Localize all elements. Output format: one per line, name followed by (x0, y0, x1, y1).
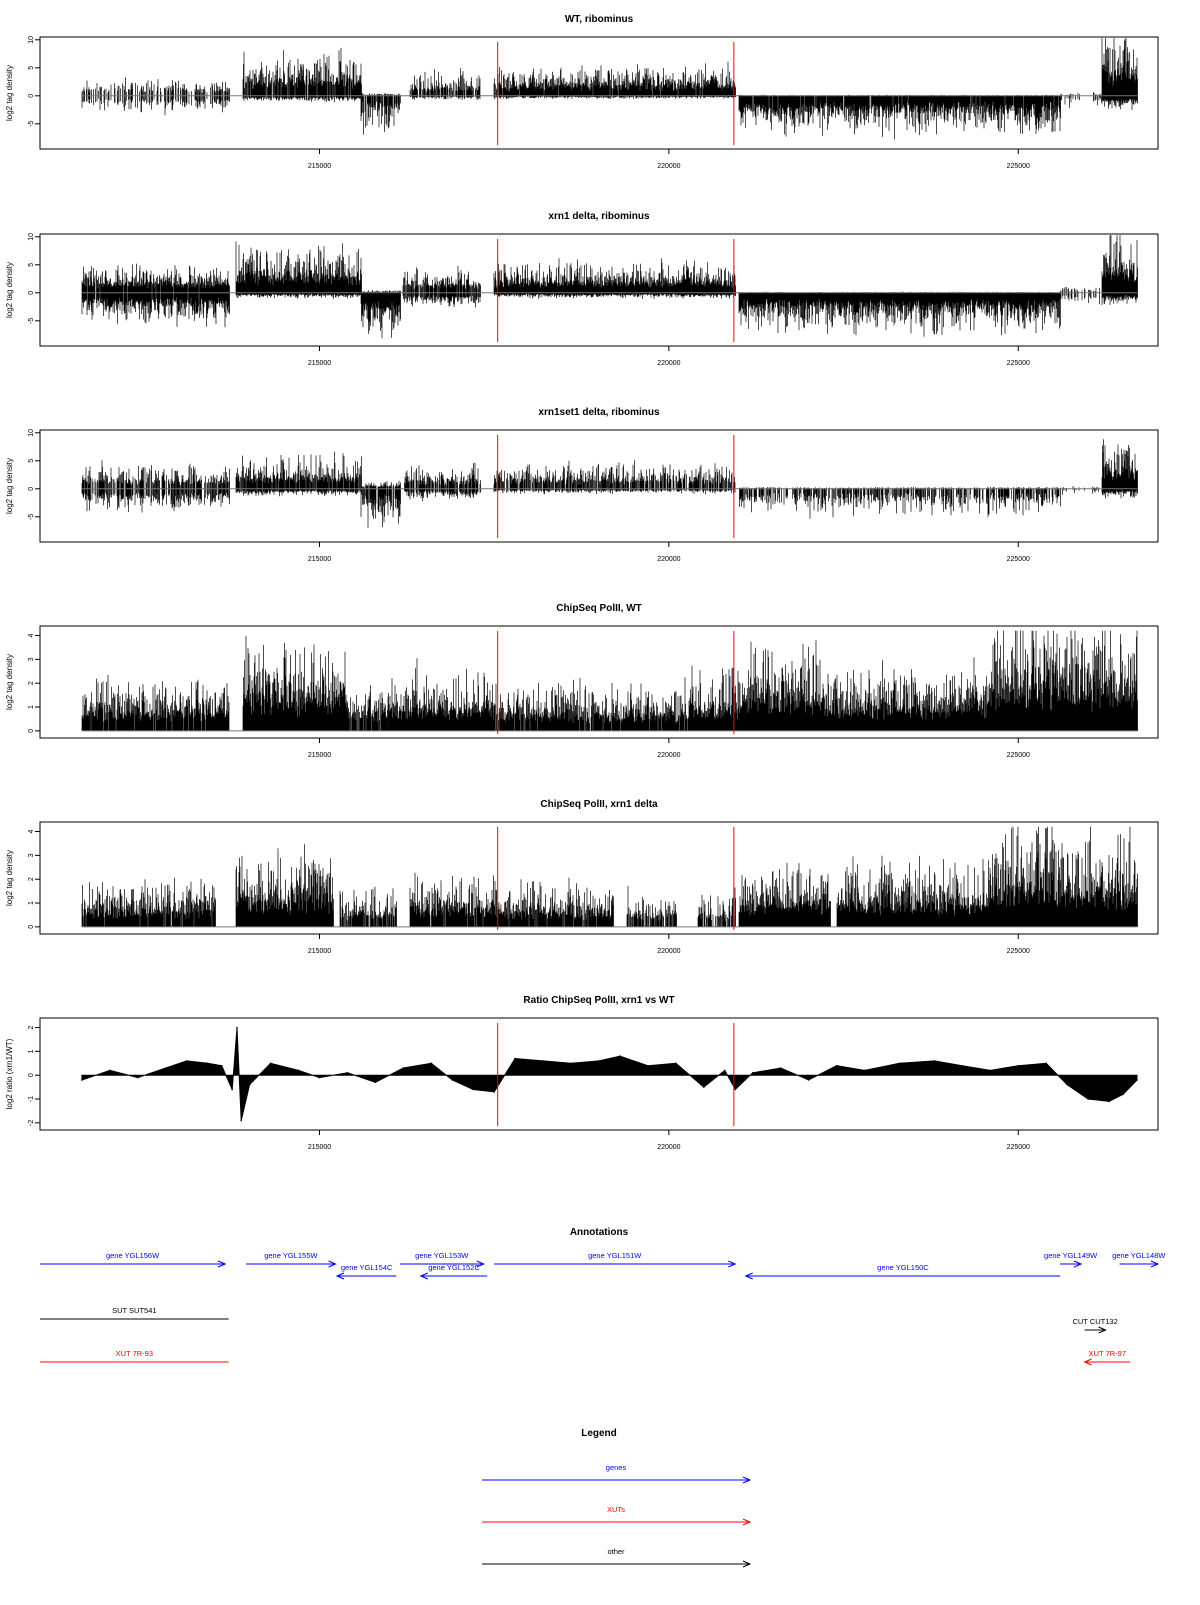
ratio-point (542, 1060, 544, 1062)
ratio-point (808, 1079, 810, 1081)
ratio-point (249, 1084, 251, 1086)
signal-bars (1102, 439, 1138, 498)
ratio-point (109, 1070, 111, 1072)
ratio-point (570, 1063, 572, 1065)
signal-bars (494, 62, 736, 99)
signal-bars (243, 636, 348, 731)
signal-bars (361, 481, 401, 528)
ratio-point (752, 1072, 754, 1074)
chart-panel (5, 995, 1158, 1151)
signal-bars (403, 266, 481, 308)
signal-segment (236, 241, 362, 298)
signal-bars (236, 452, 362, 497)
x-tick-label: 215000 (307, 556, 332, 563)
ratio-point (81, 1079, 83, 1081)
signal-segment (494, 62, 736, 99)
signal-segment (990, 827, 1054, 927)
signal-bars (990, 827, 1054, 927)
signal-bars (739, 95, 1061, 140)
signal-bars (1061, 92, 1102, 108)
signal-bars (739, 292, 1061, 337)
y-tick-label: -5 (27, 513, 35, 520)
signal-segment (410, 873, 495, 927)
feature-label: gene YGL155W (264, 1251, 318, 1260)
y-axis-label: log2 tag density (5, 261, 14, 319)
signal-bars (494, 677, 691, 730)
feature-label: gene YGL156W (105, 1251, 160, 1260)
y-axis (28, 633, 40, 732)
signal-segment (405, 463, 481, 501)
y-tick-label: 2 (27, 877, 35, 882)
ratio-point (1066, 1084, 1068, 1086)
ratio-point (319, 1077, 321, 1079)
signal-segment (494, 878, 614, 927)
x-tick-label: 225000 (1006, 1144, 1030, 1151)
legend-item (482, 1547, 750, 1567)
ratio-point (990, 1070, 992, 1072)
signal-segment (739, 95, 1061, 140)
signal-bars (243, 48, 362, 102)
chart-title: ChipSeq PolII, WT (556, 603, 642, 614)
ratio-point (703, 1086, 705, 1088)
feature-label: gene YGL153W (415, 1251, 469, 1260)
y-tick-label: 10 (27, 35, 35, 44)
legend-title: Legend (581, 1428, 617, 1439)
y-tick-label: -5 (27, 317, 35, 324)
ratio-point (619, 1055, 621, 1057)
ratio-point (598, 1060, 600, 1062)
signal-segment (1102, 38, 1138, 110)
y-axis (28, 233, 40, 324)
gene-features (40, 1251, 1166, 1279)
signal-segment (823, 657, 991, 730)
annotations-title: Annotations (569, 1227, 629, 1238)
signal-bars (1046, 631, 1138, 731)
y-tick-label: 5 (27, 262, 35, 267)
signal-bars (627, 886, 677, 927)
signal-bars (990, 631, 1047, 731)
y-tick-label: -1 (27, 1095, 35, 1103)
ratio-point (934, 1060, 936, 1062)
signal-bars (823, 657, 991, 730)
signal-segment (1061, 92, 1102, 108)
y-tick-label: -5 (27, 120, 35, 127)
data-series (82, 235, 1138, 338)
data-series (82, 827, 1138, 927)
signal-segment (1053, 827, 1138, 927)
feature-label: XUT 7R-93 (115, 1349, 154, 1358)
signal-segment (410, 68, 480, 100)
signal-bars (347, 685, 390, 731)
x-axis (308, 542, 1030, 563)
ratio-point (1087, 1098, 1089, 1100)
y-tick-label: 0 (27, 93, 35, 98)
signal-bars (740, 487, 1061, 519)
data-series (82, 38, 1138, 139)
ratio-point (165, 1067, 167, 1069)
ratio-point (298, 1070, 300, 1072)
signal-bars (837, 856, 991, 927)
ratio-point (735, 1089, 737, 1091)
y-tick-label: 0 (27, 1073, 35, 1078)
signal-segment (746, 640, 824, 731)
signal-segment (82, 675, 229, 731)
signal-bars (361, 93, 401, 135)
y-tick-label: 0 (27, 486, 35, 491)
signal-segment (690, 666, 747, 731)
feature-label: gene YGL151W (588, 1251, 642, 1260)
y-tick-label: 5 (27, 65, 35, 70)
y-axis (28, 1025, 40, 1125)
chart-title: Ratio ChipSeq PolII, xrn1 vs WT (523, 995, 675, 1006)
ratio-point (1018, 1065, 1020, 1067)
signal-bars (739, 863, 831, 927)
data-series (82, 439, 1138, 528)
x-tick-label: 225000 (1006, 948, 1030, 955)
data-series (82, 631, 1138, 731)
ratio-point (647, 1065, 649, 1067)
x-tick-label: 220000 (657, 1144, 681, 1151)
chart-panel (5, 407, 1158, 563)
feature-label: XUT 7R-97 (1088, 1349, 1127, 1358)
ratio-point (431, 1063, 433, 1065)
signal-segment (1046, 631, 1138, 731)
y-axis (28, 429, 40, 520)
chart-title: xrn1 delta, ribominus (548, 211, 650, 222)
ratio-point (724, 1070, 726, 1072)
signal-segment (236, 452, 362, 497)
other-features (40, 1306, 1118, 1333)
x-axis (308, 934, 1030, 955)
signal-bars (1063, 486, 1099, 495)
signal-segment (243, 636, 348, 731)
x-tick-label: 225000 (1006, 360, 1030, 367)
x-tick-label: 220000 (657, 163, 681, 170)
signal-bars (361, 290, 401, 339)
y-tick-label: 1 (27, 1049, 35, 1054)
signal-bars (698, 888, 736, 927)
x-tick-label: 215000 (307, 1144, 332, 1151)
y-tick-label: 0 (27, 924, 35, 929)
ratio-point (1045, 1063, 1047, 1065)
y-tick-label: 0 (27, 290, 35, 295)
feature-label: gene YGL149W (1044, 1251, 1098, 1260)
chart-panel (5, 603, 1158, 759)
legend (482, 1428, 750, 1567)
ratio-point (207, 1063, 209, 1065)
x-tick-label: 220000 (657, 360, 681, 367)
y-tick-label: 3 (27, 853, 35, 858)
y-tick-label: 3 (27, 657, 35, 662)
signal-bars (405, 463, 481, 501)
y-axis-label: log2 tag density (5, 653, 14, 711)
legend-item (482, 1463, 750, 1483)
ratio-point (403, 1067, 405, 1069)
y-axis (28, 829, 40, 928)
signal-bars (82, 264, 230, 328)
x-tick-label: 225000 (1006, 163, 1030, 170)
signal-segment (990, 631, 1047, 731)
y-tick-label: -2 (27, 1119, 35, 1126)
feature-label: gene YGL154C (340, 1263, 393, 1272)
signal-segment (361, 481, 401, 528)
x-axis (308, 149, 1030, 170)
ratio-point (270, 1063, 272, 1065)
xut-features (40, 1349, 1130, 1365)
signal-segment (698, 888, 736, 927)
chart-title: xrn1set1 delta, ribominus (538, 407, 660, 418)
signal-segment (82, 264, 230, 328)
x-tick-label: 215000 (307, 948, 332, 955)
ratio-point (962, 1065, 964, 1067)
y-tick-label: 10 (27, 232, 35, 241)
feature-label: gene YGL152C (428, 1263, 480, 1272)
ratio-point (472, 1089, 474, 1091)
ratio-point (231, 1089, 233, 1091)
signal-segment (389, 658, 495, 731)
y-tick-label: 0 (27, 728, 35, 733)
ratio-point (186, 1060, 188, 1062)
signal-segment (494, 677, 691, 730)
signal-segment (739, 292, 1061, 337)
signal-segment (627, 886, 677, 927)
y-axis-label: log2 ratio (xrn1/WT) (5, 1038, 14, 1110)
signal-bars (1102, 235, 1138, 305)
signal-bars (690, 666, 747, 731)
ratio-point (493, 1091, 495, 1093)
y-axis-label: log2 tag density (5, 64, 14, 122)
y-tick-label: 5 (27, 458, 35, 463)
y-tick-label: 2 (27, 1025, 35, 1030)
ratio-point (1108, 1101, 1110, 1103)
signal-segment (236, 844, 334, 927)
annotations-track (40, 1227, 1166, 1365)
ratio-point (899, 1063, 901, 1065)
x-axis (308, 738, 1030, 759)
y-tick-label: 2 (27, 681, 35, 686)
ratio-area (82, 1028, 1137, 1121)
y-tick-label: 10 (27, 428, 35, 437)
ratio-point (780, 1067, 782, 1069)
y-axis (28, 36, 40, 127)
y-axis-label: log2 tag density (5, 457, 14, 515)
signal-bars (340, 887, 397, 927)
ratio-point (1122, 1094, 1124, 1096)
ratio-point (675, 1063, 677, 1065)
x-tick-label: 215000 (307, 752, 332, 759)
signal-segment (82, 460, 230, 512)
signal-bars (1102, 38, 1138, 110)
x-tick-label: 215000 (307, 163, 332, 170)
ratio-point (236, 1027, 238, 1029)
chart-panel (5, 211, 1158, 367)
legend-item (482, 1505, 750, 1525)
signal-bars (410, 68, 480, 100)
signal-segment (347, 685, 390, 731)
ratio-point (514, 1058, 516, 1060)
ratio-point (347, 1072, 349, 1074)
chart-title: WT, ribominus (564, 14, 634, 25)
x-tick-label: 220000 (657, 556, 681, 563)
signal-bars (1053, 827, 1138, 927)
chart-panel (5, 799, 1158, 955)
ratio-point (221, 1065, 223, 1067)
signal-bars (1061, 287, 1103, 304)
feature-label: CUT CUT132 (1072, 1317, 1118, 1326)
signal-segment (243, 48, 362, 102)
x-axis (308, 1130, 1030, 1151)
feature-label: SUT SUT541 (112, 1306, 157, 1315)
signal-segment (361, 290, 401, 339)
signal-segment (82, 878, 216, 927)
x-tick-label: 215000 (307, 360, 332, 367)
legend-label: XUTs (607, 1505, 625, 1514)
signal-segment (1102, 439, 1138, 498)
signal-bars (494, 878, 614, 927)
signal-segment (1061, 287, 1103, 304)
signal-segment (1063, 486, 1099, 495)
x-tick-label: 225000 (1006, 556, 1030, 563)
y-tick-label: 4 (27, 829, 35, 834)
chart-title: ChipSeq PolII, xrn1 delta (540, 799, 658, 810)
signal-bars (236, 844, 334, 927)
x-axis (308, 346, 1030, 367)
y-axis-label: log2 tag density (5, 849, 14, 907)
signal-segment (837, 856, 991, 927)
y-tick-label: 4 (27, 633, 35, 638)
signal-bars (82, 675, 229, 731)
signal-bars (82, 460, 230, 512)
y-tick-label: 1 (27, 901, 35, 905)
signal-segment (739, 863, 831, 927)
feature-label: gene YGL148W (1112, 1251, 1166, 1260)
signal-bars (236, 241, 362, 298)
signal-segment (403, 266, 481, 308)
signal-bars (410, 873, 495, 927)
feature-label: gene YGL150C (877, 1263, 929, 1272)
legend-label: genes (605, 1463, 627, 1472)
legend-label: other (607, 1547, 625, 1556)
ratio-point (452, 1079, 454, 1081)
ratio-point (137, 1077, 139, 1079)
ratio-point (1136, 1079, 1138, 1081)
signal-bars (746, 640, 824, 731)
signal-segment (361, 93, 401, 135)
x-tick-label: 220000 (657, 948, 681, 955)
ratio-point (240, 1120, 242, 1122)
chart-panel (5, 14, 1158, 170)
signal-segment (740, 487, 1061, 519)
ratio-point (375, 1082, 377, 1084)
data-series (81, 1027, 1138, 1122)
ratio-point (836, 1065, 838, 1067)
signal-bars (82, 878, 216, 927)
y-tick-label: 1 (27, 705, 35, 709)
x-tick-label: 220000 (657, 752, 681, 759)
signal-segment (340, 887, 397, 927)
ratio-point (864, 1070, 866, 1072)
signal-bars (389, 658, 495, 731)
x-tick-label: 225000 (1006, 752, 1030, 759)
signal-segment (1102, 235, 1138, 305)
